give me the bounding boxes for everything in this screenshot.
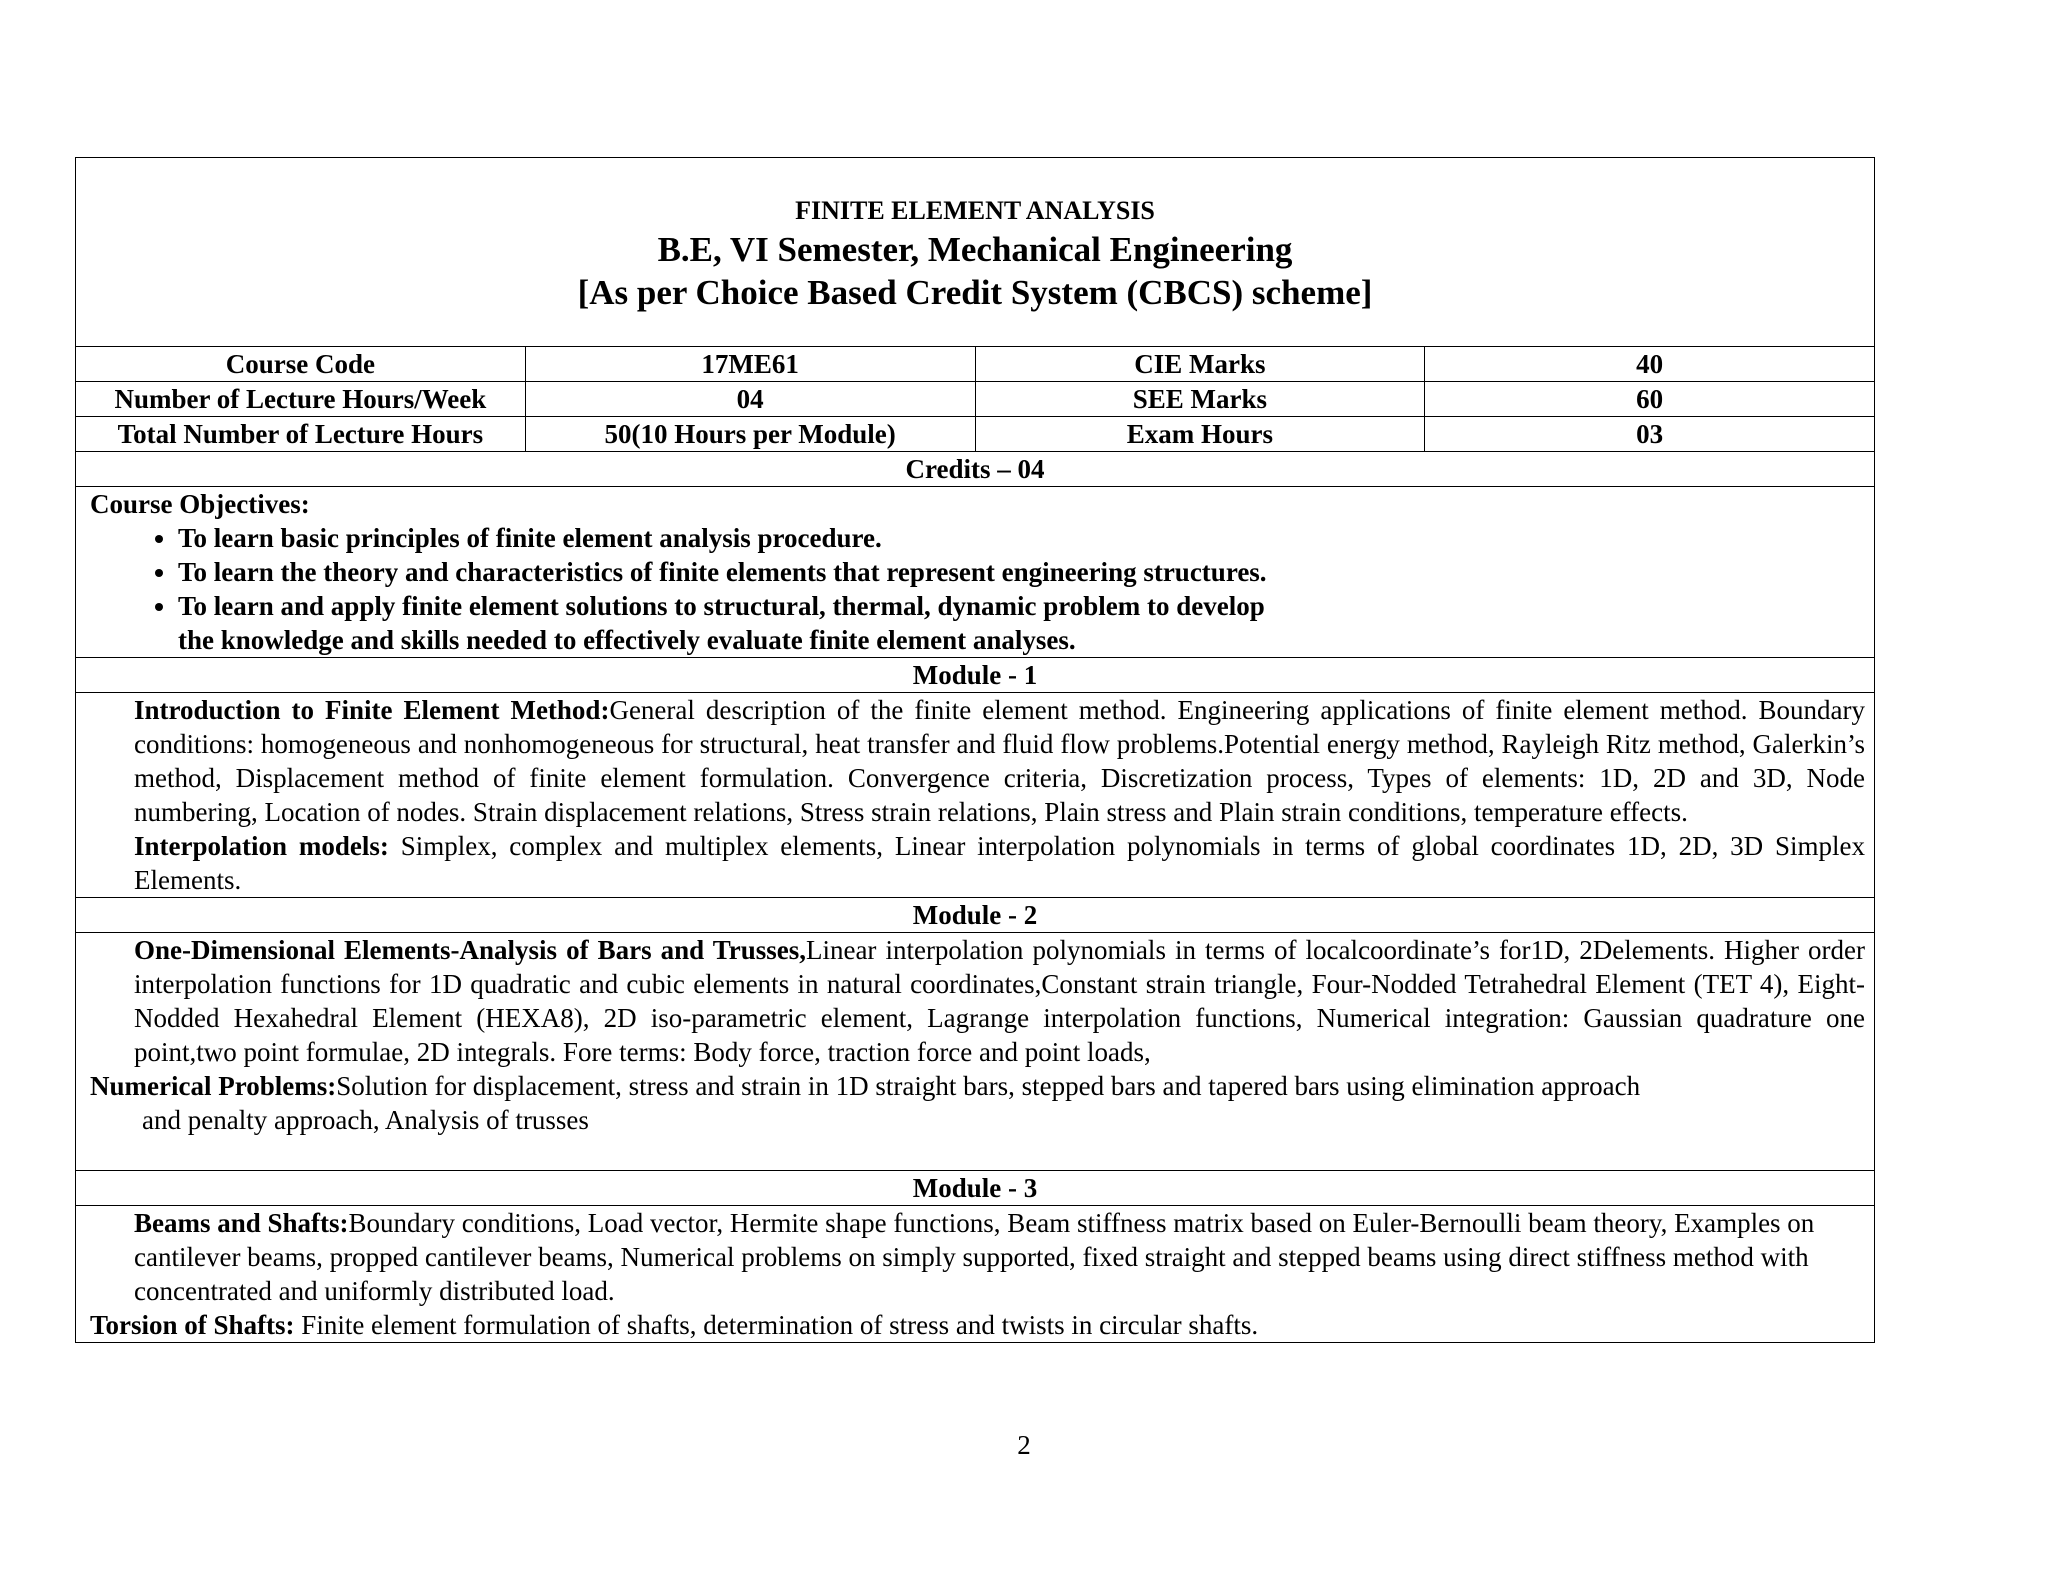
objectives-list — [90, 521, 1860, 657]
topic-text: Solution for displacement, stress and strain in 1D straight bars, stepped bars and tapered bars using elimination approach — [336, 1071, 1641, 1101]
module-2-content — [76, 932, 1874, 1170]
module-2-heading: Module - 2 — [76, 897, 1874, 932]
info-label: Course Code — [225, 349, 375, 379]
info-value: 40 — [1424, 347, 1874, 381]
topic-title: Interpolation models: — [134, 831, 389, 861]
module-3-content — [76, 1205, 1874, 1342]
program-line: B.E, VI Semester, Mechanical Engineering — [657, 230, 1293, 269]
credits-row: Credits – 04 — [76, 451, 1874, 486]
topic-title: One-Dimensional Elements-Analysis of Bars and Trusses, — [134, 935, 806, 965]
topic-text: General description of the finite element method. Engineering applications of finite element method. Boundary conditions: homogeneous and nonhomogeneous for structural, heat transfer and fluid flow problems.Potential energy method, Rayleigh Ritz method, Galerkin’s method, Displacement method of finite element formulation. Convergence criteria, Discretization process, Types of elements: 1D, 2D and 3D, Node numbering, Location of nodes. Strain displacement relations, Stress strain relations, Plain stress and Plain strain conditions, temperature effects. — [134, 695, 1865, 827]
info-value: 50(10 Hours per Module) — [525, 417, 975, 451]
topic-title: Numerical Problems: — [90, 1071, 337, 1101]
info-label: Exam Hours — [975, 417, 1425, 451]
info-label: Number of Lecture Hours/Week — [114, 384, 487, 414]
course-header — [76, 158, 1874, 346]
info-label: SEE Marks — [975, 382, 1425, 416]
syllabus-table — [75, 157, 1875, 1343]
info-value: 04 — [525, 382, 975, 416]
topic-text: Simplex, complex and multiplex elements, Linear interpolation polynomials in terms of global coordinates 1D, 2D, 3D Simplex Elements. — [134, 831, 1866, 895]
info-value: 60 — [1424, 382, 1874, 416]
objective-item: • To learn basic principles of finite element analysis procedure. — [178, 521, 1278, 555]
objectives-title: Course Objectives: — [90, 489, 310, 519]
objective-item: • To learn the theory and characteristics of finite elements that represent engineering structures. — [178, 555, 1278, 589]
course-objectives — [76, 486, 1874, 657]
info-row — [76, 381, 1874, 416]
module-2-paragraph — [76, 933, 1874, 1069]
topic-text: Boundary conditions, Load vector, Hermite shape functions, Beam stiffness matrix based on Euler-Bernoulli beam theory, Examples on cantilever beams, propped cantilever beams, Numerical problems on simply supported, fixed straight and stepped beams using direct stiffness method with concentrated and uniformly distributed load. — [134, 1208, 1815, 1306]
module-2-continuation: and penalty approach, Analysis of trusses — [142, 1105, 589, 1135]
module-1-heading: Module - 1 — [76, 657, 1874, 692]
module-3-paragraph — [76, 1308, 1874, 1342]
topic-text: Linear interpolation polynomials in terms of localcoordinate’s for1D, 2Delements. Higher order interpolation functions for 1D quadratic and cubic elements in natural coordinates,Constant strain triangle, Four-Nodded Tetrahedral Element (TET 4), Eight-Nodded Hexahedral Element (HEXA8), 2D iso-parametric element, Lagrange interpolation functions, Numerical integration: Gaussian quadrature one point,two point formulae, 2D integrals. Fore terms: Body force, traction force and point loads, — [134, 935, 1865, 1067]
page-number: 2 — [1017, 1430, 1031, 1460]
info-label: Total Number of Lecture Hours — [117, 419, 484, 449]
module-3-heading: Module - 3 — [76, 1170, 1874, 1205]
info-row — [76, 416, 1874, 451]
module-1-paragraph — [134, 829, 1865, 897]
topic-title: Introduction to Finite Element Method: — [134, 695, 610, 725]
course-title: FINITE ELEMENT ANALYSIS — [795, 196, 1155, 225]
info-value: 17ME61 — [525, 347, 975, 381]
info-value: 03 — [1424, 417, 1874, 451]
info-row — [76, 346, 1874, 381]
module-2-paragraph — [76, 1069, 1874, 1103]
topic-text: Finite element formulation of shafts, determination of stress and twists in circular shafts. — [294, 1310, 1259, 1340]
info-label: CIE Marks — [975, 347, 1425, 381]
module-1-content — [76, 692, 1874, 897]
module-3-paragraph — [76, 1206, 1874, 1308]
objective-item: • To learn and apply finite element solutions to structural, thermal, dynamic problem to develop the knowledge and skills needed to effectively evaluate finite element analyses. — [178, 589, 1278, 657]
topic-title: Beams and Shafts: — [134, 1208, 349, 1238]
topic-title: Torsion of Shafts: — [90, 1310, 295, 1340]
scheme-line: [As per Choice Based Credit System (CBCS) scheme] — [577, 273, 1373, 312]
module-1-paragraph — [134, 693, 1865, 829]
